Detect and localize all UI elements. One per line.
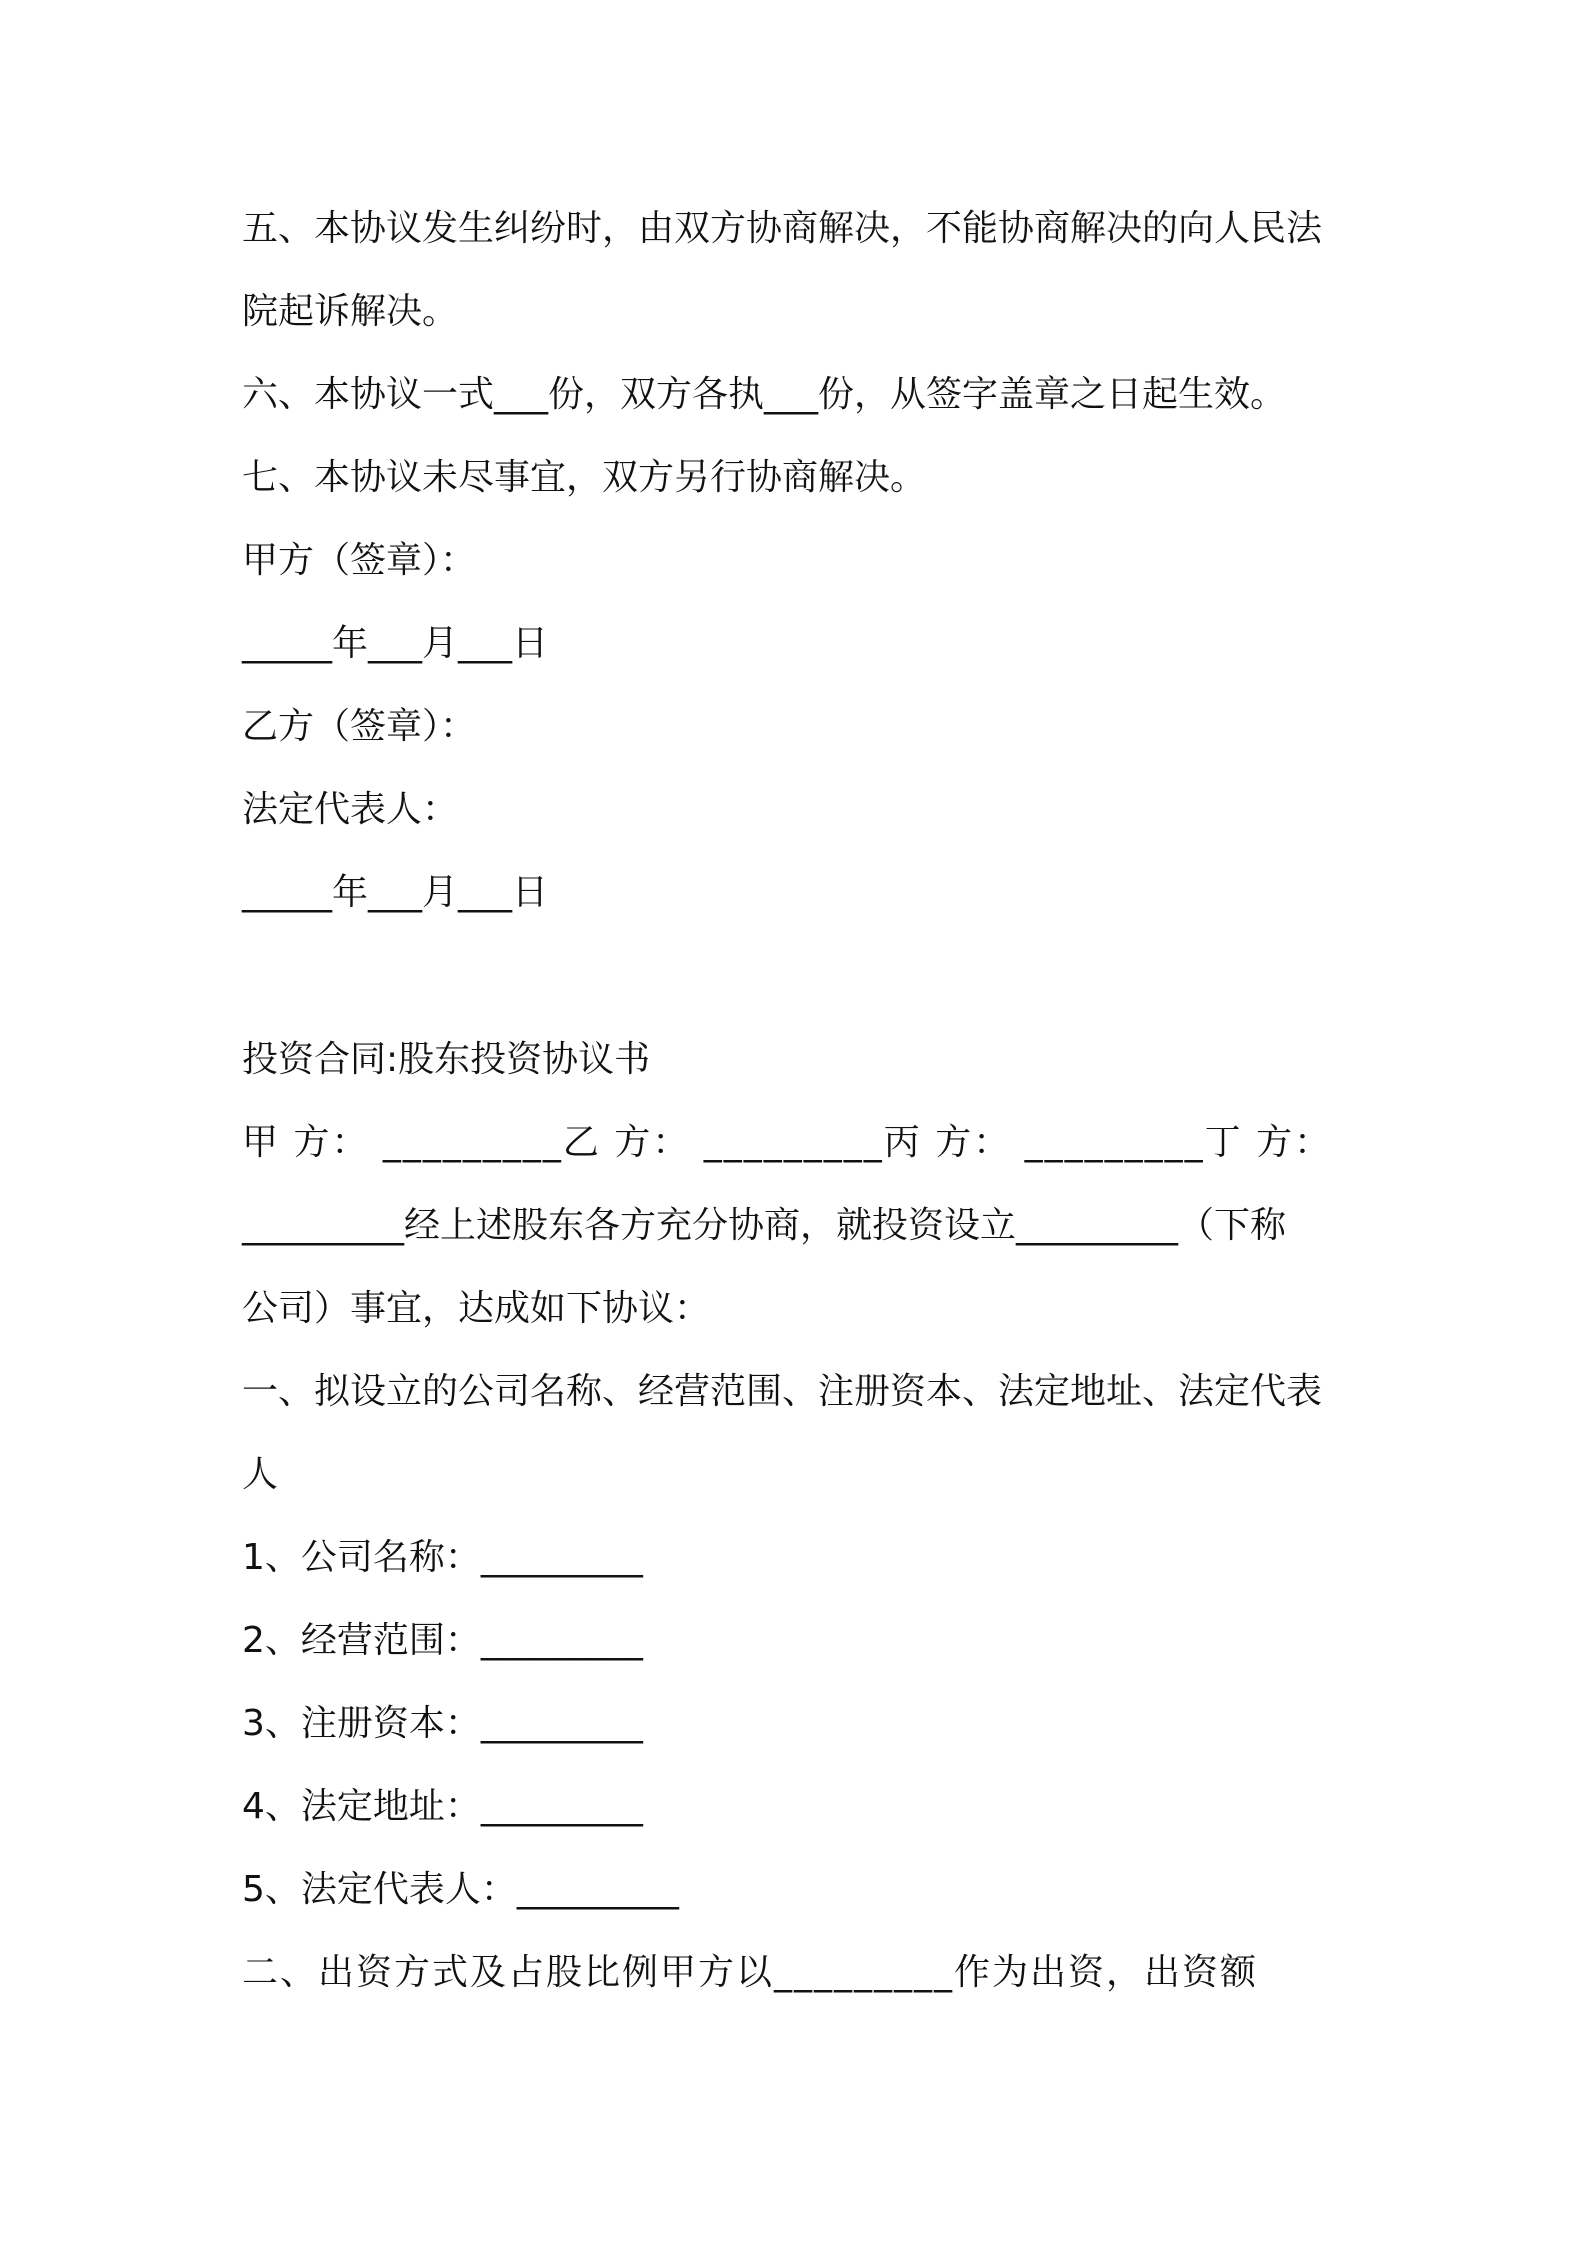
- article-1-line-1: 一、拟设立的公司名称、经营范围、注册资本、法定地址、法定代表: [242, 1371, 1323, 1412]
- intro-line-2: 公司）事宜，达成如下协议：: [242, 1288, 711, 1329]
- party-b-signature: 乙方（签章）：: [242, 706, 477, 747]
- clause-5-line-1: 五、本协议发生纠纷时，由双方协商解决，不能协商解决的向人民法: [242, 208, 1323, 249]
- article-2-line-1: 二、出资方式及占股比例甲方以_________作为出资，出资额: [242, 1952, 1259, 1993]
- party-a-date: _____年___月___日: [242, 623, 549, 664]
- party-b-date: _____年___月___日: [242, 872, 549, 913]
- article-1-line-2: 人: [242, 1454, 279, 1495]
- legal-representative-item: 5、法定代表人：_________: [242, 1869, 679, 1910]
- section-title: 投资合同:股东投资协议书: [242, 1039, 651, 1080]
- business-scope-item: 2、经营范围：_________: [242, 1620, 643, 1661]
- legal-address-item: 4、法定地址：_________: [242, 1786, 643, 1827]
- clause-7: 七、本协议未尽事宜，双方另行协商解决。: [242, 457, 927, 498]
- clause-5-line-2: 院起诉解决。: [242, 291, 459, 332]
- intro-line-1: _________经上述股东各方充分协商，就投资设立_________（下称: [242, 1205, 1287, 1246]
- legal-representative: 法定代表人：: [242, 789, 459, 830]
- parties-line: 甲 方： _________乙 方： _________丙 方： _________丁 方：: [242, 1122, 1333, 1163]
- registered-capital-item: 3、注册资本：_________: [242, 1703, 643, 1744]
- clause-6: 六、本协议一式___份，双方各执___份，从签字盖章之日起生效。: [242, 374, 1287, 415]
- party-a-signature: 甲方（签章）：: [242, 540, 477, 581]
- company-name-item: 1、公司名称：_________: [242, 1537, 643, 1578]
